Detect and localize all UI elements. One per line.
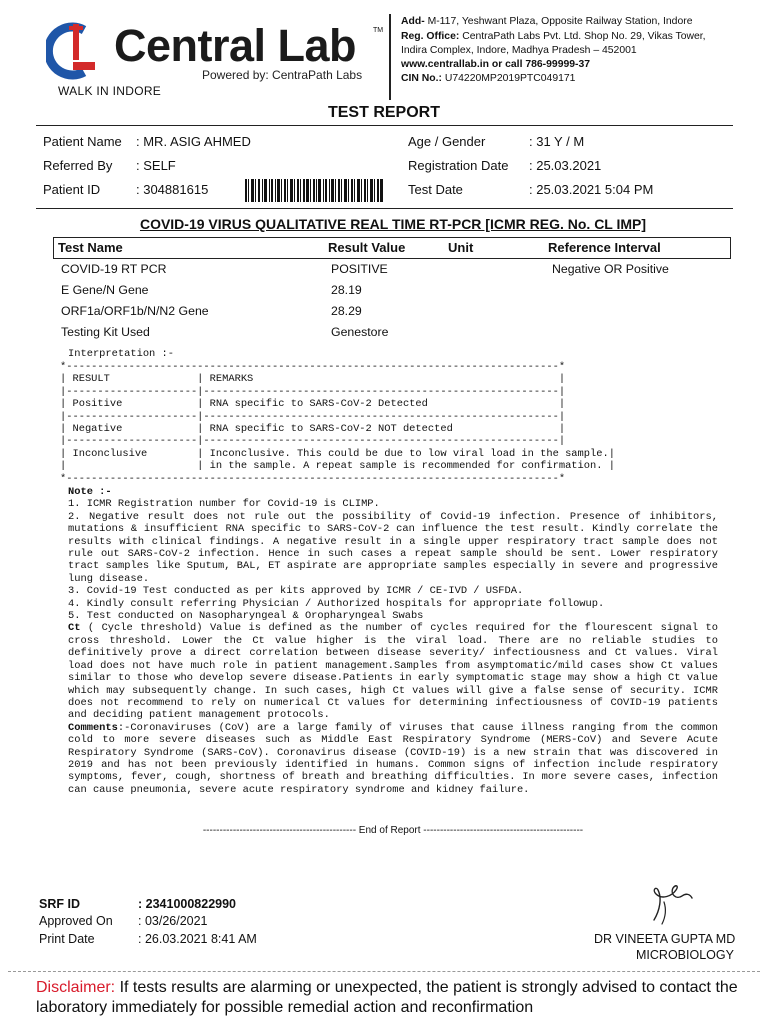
result-value: Genestore [331, 325, 389, 339]
section-title: COVID-19 VIRUS QUALITATIVE REAL TIME RT-PCR [ICMR REG. No. CL IMP] [139, 216, 647, 232]
cin-line: CIN No.: U74220MP2019PTC049171 [401, 73, 576, 84]
reg-office-line: Reg. Office: CentraPath Labs Pvt. Ltd. Shop No. 29, Vikas Tower, [401, 31, 706, 42]
doctor-department: MICROBIOLOGY [636, 948, 734, 962]
approved-on-value: : 03/26/2021 [138, 914, 208, 928]
interpretation-label: Interpretation :- [68, 348, 175, 360]
powered-by: Powered by: CentraPath Labs [202, 68, 363, 82]
note-1: 1. ICMR Registration number for Covid-19 is CLIMP. [68, 498, 380, 511]
ct-note: Ct ( Cycle threshold) Value is defined as the number of cycles required for the flourescent signal to cross threshold. Lower the Ct value higher is the viral load. There are no reliable studies to definitively prove a direct correlation between disease severity/ infectiousness and Ct values. Viral load does not have much role in patient management.Samples from asymptomatic/mild cases show Ct values similar to those who develop severe disease.Patients in early symptomatic stage may show a high Ct value which may subsequently change. In such cases, high Ct values will give a false sense of security. ICMR does not recommend to rely on numerical Ct values for determining infectiousness of COVID-19 patients and deciding patient management protocols. [68, 622, 718, 722]
note-4: 4. Kindly consult referring Physician / Authorized hospitals for appropriate followup. [68, 597, 605, 610]
disclaimer-text: If tests results are alarming or unexpected, the patient is strongly advised to contact the laboratory immediately for possible remedial action and reconfirmation [36, 979, 738, 1016]
patient-rule [36, 208, 733, 209]
test-date-label: Test Date [408, 182, 463, 197]
result-test-name: COVID-19 RT PCR [61, 262, 167, 276]
age-gender-value: : 31 Y / M [529, 134, 585, 149]
result-test-name: Testing Kit Used [61, 325, 150, 339]
test-date-value: : 25.03.2021 5:04 PM [529, 182, 654, 197]
srf-id-label: SRF ID [39, 897, 80, 911]
disclaimer [36, 978, 756, 1018]
walk-in-label: WALK IN INDORE [58, 84, 162, 98]
disclaimer-label: Disclaimer: [36, 979, 116, 996]
result-test-name: E Gene/N Gene [61, 283, 149, 297]
note-2: 2. Negative result does not rule out the possibility of Covid-19 infection. Presence of inhibitors, mutations & insufficient RNA specific to SARS-CoV-2 can influence the test result. Kindly correlate the results with clinical findings. A negative result in a single upper respiratory tract sample does not rule out SARS-CoV-2 infection. Hence in such cases a repeat sample should be sent. Lower respiratory tract samples like Sputum, BAL, ET aspirate are appropriate samples especially in severe and progressive lung disease. [68, 510, 718, 585]
col-result-value: Result Value [328, 240, 406, 255]
footer-divider [8, 971, 760, 972]
result-reference: Negative OR Positive [552, 262, 669, 276]
web-contact: www.centrallab.in or call 786-99999-37 [401, 59, 591, 70]
age-gender-label: Age / Gender [408, 134, 486, 149]
result-value: 28.29 [331, 304, 362, 318]
address-line: Add- M-117, Yeshwant Plaza, Opposite Railway Station, Indore [401, 16, 693, 27]
note-3: 3. Covid-19 Test conducted as per kits approved by ICMR / CE-IVD / USFDA. [68, 585, 524, 598]
patient-id-value: : 304881615 [136, 182, 209, 197]
patient-name-value: : MR. ASIG AHMED [136, 134, 251, 149]
interpretation-table: *-------------------------------------------------------------------------------* | RESULT | REMARKS | |---------------------|---------------------------------------------------------| | Positive | RNA specific to SARS-CoV-2 Detected | |---------------------|---------------------------------------------------------| | Negative | RNA specific to SARS-CoV-2 NOT detected | |---------------------|---------------------------------------------------------| | Inconclusive | Inconclusive. This could be due to low viral load in the sample.| | | in the sample. A repeat sample is recommended for confirmation. | *-------------------------------------------------------------------------------* [60, 361, 615, 485]
notes-block [68, 486, 718, 796]
print-date-value: : 26.03.2021 8:41 AM [138, 932, 257, 946]
signature-icon [646, 880, 696, 926]
notes-heading: Note :- [68, 486, 112, 498]
referred-by-label: Referred By [43, 158, 113, 173]
registration-date-value: : 25.03.2021 [529, 158, 602, 173]
result-value: POSITIVE [331, 262, 388, 276]
comments-note: Comments:-Coronaviruses (CoV) are a large family of viruses that cause illness ranging from the common cold to more severe diseases such as Middle East Respiratory Syndrome (MERS-CoV) and Severe Acute Respiratory Syndrome (SARS-CoV). Coronavirus disease (COVID-19) is a new strain that was discovered in 2019 and has not been previously identified in humans. Common signs of infection include respiratory symptoms, fever, cough, shortness of breath and breathing difficulties. In more severe cases, infection can cause pneumonia, severe acute respiratory syndrome and kidney failure. [68, 721, 718, 796]
reg-office-line-2: Indira Complex, Indore, Madhya Pradesh – 452001 [401, 45, 637, 56]
result-test-name: ORF1a/ORF1b/N/N2 Gene [61, 304, 209, 318]
note-5: 5. Test conducted on Nasopharyngeal & Oropharyngeal Swabs [68, 610, 424, 623]
srf-id-value: : 2341000822990 [138, 897, 237, 911]
referred-by-value: : SELF [136, 158, 176, 173]
registration-date-label: Registration Date [408, 158, 509, 173]
brand-name: Central Lab [114, 20, 357, 71]
report-title: TEST REPORT [327, 104, 440, 121]
col-test-name: Test Name [58, 240, 123, 255]
doctor-name: DR VINEETA GUPTA MD [594, 932, 736, 946]
central-lab-logo-icon [46, 22, 108, 80]
barcode-icon [245, 179, 383, 202]
header-divider [389, 14, 391, 100]
col-reference: Reference Interval [548, 240, 661, 255]
patient-id-label: Patient ID [43, 182, 101, 197]
approved-on-label: Approved On [39, 914, 113, 928]
result-value: 28.19 [331, 283, 362, 297]
end-of-report: ---------------------------------------------- End of Report ------------------------------------------------ [202, 825, 584, 836]
patient-name-label: Patient Name [43, 134, 122, 149]
print-date-label: Print Date [39, 932, 95, 946]
col-unit: Unit [448, 240, 474, 255]
top-rule [36, 125, 733, 126]
trademark: TM [373, 27, 384, 34]
